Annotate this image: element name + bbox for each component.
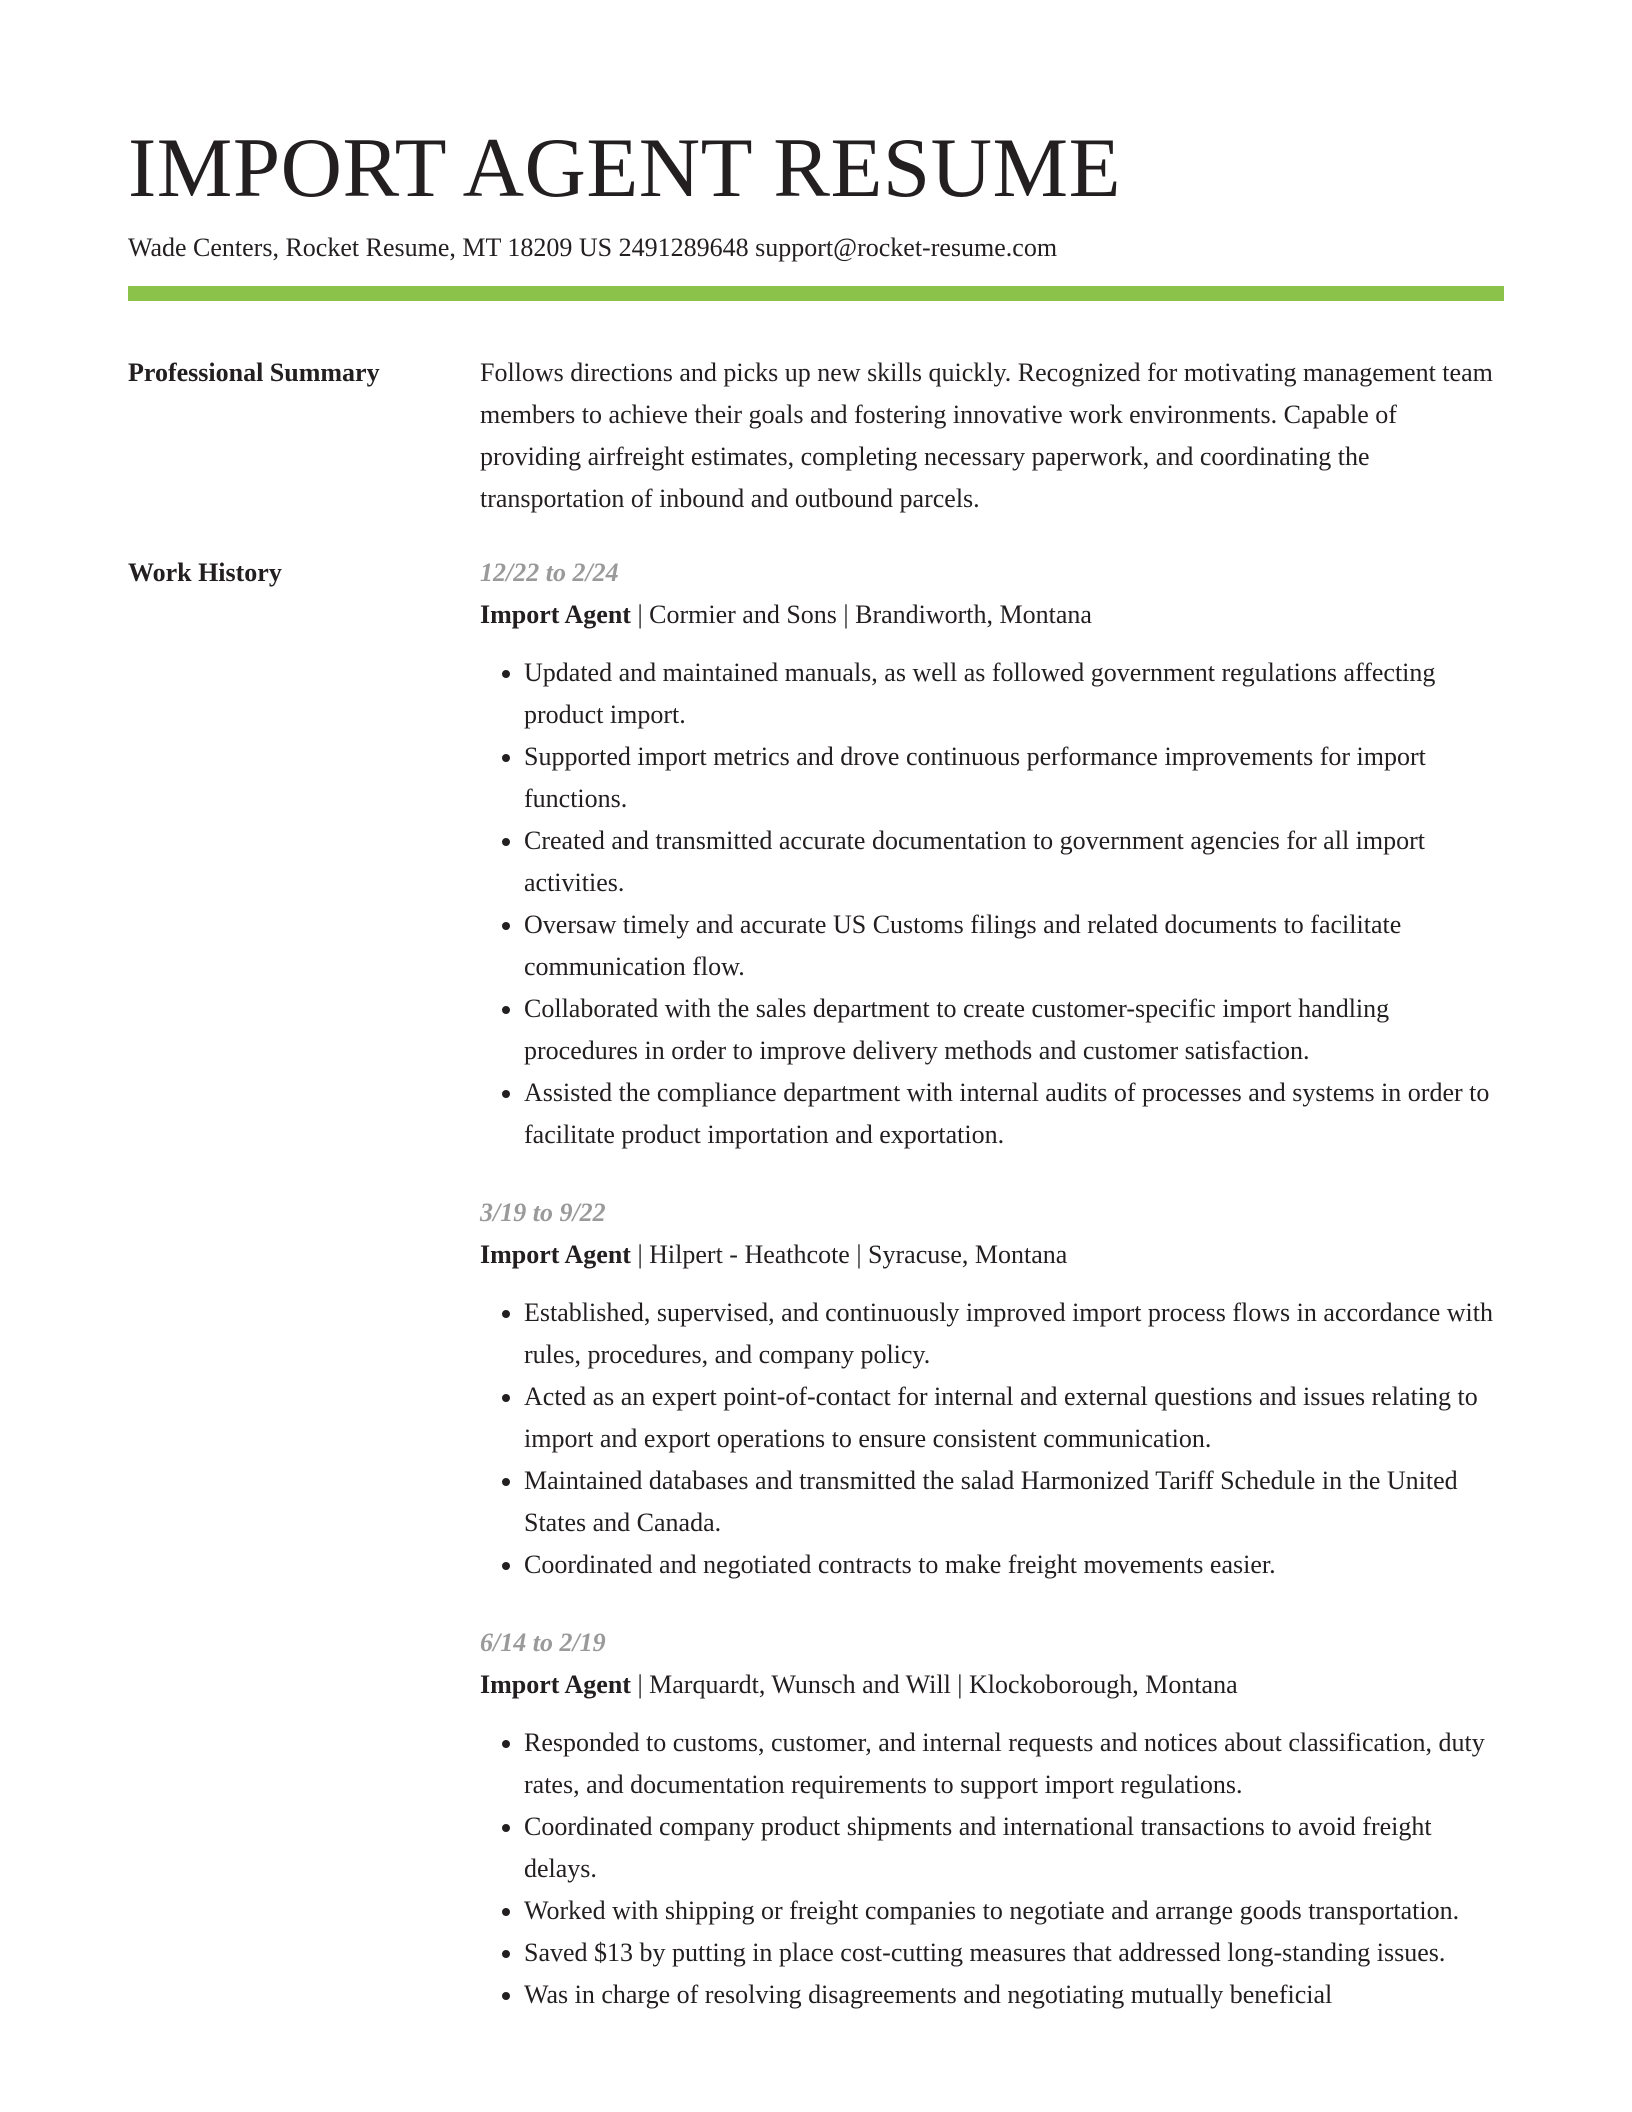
job-entry bbox=[480, 552, 1504, 1156]
job-bullet: • Established, supervised, and continuously improved import process flows in accordance with rules, procedures, and company policy. bbox=[524, 1292, 1504, 1376]
section-label-professional-summary: Professional Summary bbox=[128, 358, 380, 387]
contact-line: Wade Centers, Rocket Resume, MT 18209 US 2491289648 support@rocket-resume.com bbox=[128, 233, 1058, 262]
job-heading bbox=[480, 1664, 1504, 1706]
job-bullets bbox=[480, 1722, 1504, 2016]
job-bullet: • Saved $13 by putting in place cost-cutting measures that addressed long-standing issues. bbox=[524, 1932, 1504, 1974]
job-bullet: • Updated and maintained manuals, as well as followed government regulations affecting product import. bbox=[524, 652, 1504, 736]
job-dates: 3/19 to 9/22 bbox=[480, 1198, 606, 1227]
job-bullet: • Coordinated company product shipments and international transactions to avoid freight delays. bbox=[524, 1806, 1504, 1890]
summary-body bbox=[480, 352, 1504, 520]
job-bullet: • Responded to customs, customer, and internal requests and notices about classification, duty rates, and documentation requirements to support import regulations. bbox=[524, 1722, 1504, 1806]
job-bullet: • Maintained databases and transmitted the salad Harmonized Tariff Schedule in the United States and Canada. bbox=[524, 1460, 1504, 1544]
job-details: | Marquardt, Wunsch and Will | Klockoborough, Montana bbox=[630, 1670, 1238, 1699]
job-bullet: • Assisted the compliance department with internal audits of processes and systems in order to facilitate product importation and exportation. bbox=[524, 1072, 1504, 1156]
job-entry bbox=[480, 1622, 1504, 2016]
header-divider bbox=[128, 286, 1504, 301]
job-bullet: • Supported import metrics and drove continuous performance improvements for import functions. bbox=[524, 736, 1504, 820]
job-bullet: • Collaborated with the sales department to create customer-specific import handling procedures in order to improve delivery methods and customer satisfaction. bbox=[524, 988, 1504, 1072]
work-history-body bbox=[480, 552, 1504, 2052]
job-title: Import Agent bbox=[480, 1670, 631, 1699]
job-details: | Hilpert - Heathcote | Syracuse, Montana bbox=[630, 1240, 1068, 1269]
job-bullet: • Acted as an expert point-of-contact for internal and external questions and issues relating to import and export operations to ensure consistent communication. bbox=[524, 1376, 1504, 1460]
section-label-work-history: Work History bbox=[128, 558, 282, 587]
job-bullet: • Worked with shipping or freight companies to negotiate and arrange goods transportation. bbox=[524, 1890, 1504, 1932]
job-bullets bbox=[480, 652, 1504, 1156]
job-entry bbox=[480, 1192, 1504, 1586]
job-details: | Cormier and Sons | Brandiworth, Montana bbox=[630, 600, 1092, 629]
job-bullet: • Coordinated and negotiated contracts to make freight movements easier. bbox=[524, 1544, 1504, 1586]
job-bullet: • Was in charge of resolving disagreements and negotiating mutually beneficial bbox=[524, 1974, 1504, 2016]
job-bullet: • Created and transmitted accurate documentation to government agencies for all import activities. bbox=[524, 820, 1504, 904]
job-title: Import Agent bbox=[480, 600, 631, 629]
resume-title: IMPORT AGENT RESUME bbox=[128, 121, 1122, 215]
job-bullets bbox=[480, 1292, 1504, 1586]
job-dates: 12/22 to 2/24 bbox=[480, 558, 619, 587]
job-heading bbox=[480, 1234, 1504, 1276]
job-dates: 6/14 to 2/19 bbox=[480, 1628, 606, 1657]
job-bullet: • Oversaw timely and accurate US Customs filings and related documents to facilitate communication flow. bbox=[524, 904, 1504, 988]
summary-text: Follows directions and picks up new skills quickly. Recognized for motivating management team members to achieve their goals and fostering innovative work environments. Capable of providing airfreight estimates, completing necessary paperwork, and coordinating the transportation of inbound and outbound parcels. bbox=[480, 358, 1493, 513]
job-title: Import Agent bbox=[480, 1240, 631, 1269]
job-heading bbox=[480, 594, 1504, 636]
